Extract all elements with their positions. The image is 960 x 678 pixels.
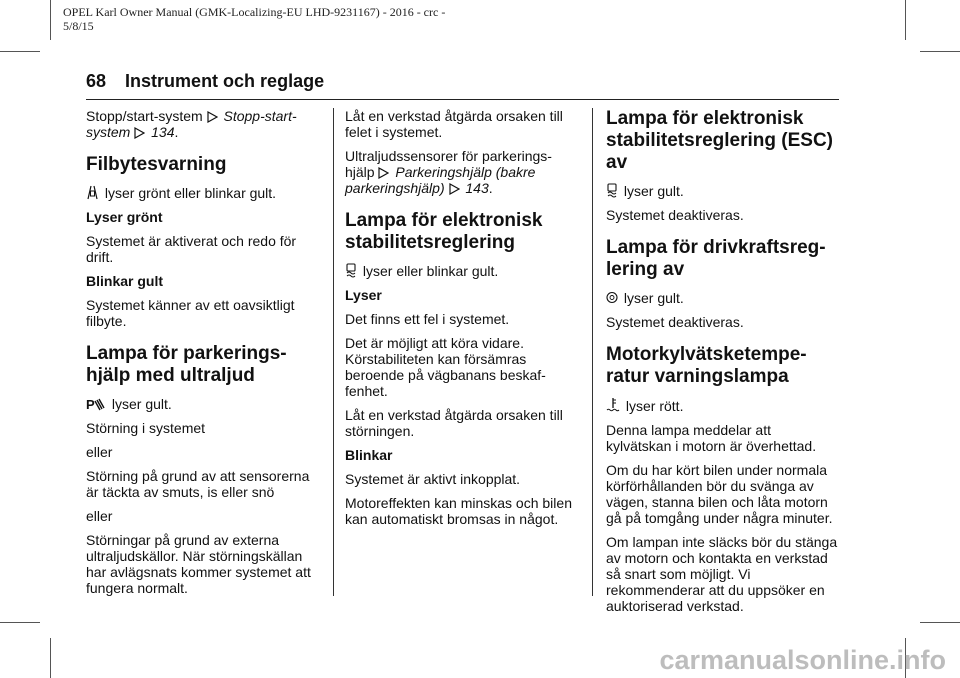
section-heading: Lampa för elektronisk stabilitetsreglering — [345, 210, 543, 253]
section-heading: Motorkylvätsketempe-ratur varningslampa — [606, 344, 807, 387]
column-2 — [345, 108, 579, 535]
section-heading: Lampa för parkerings-hjälp med ultraljud — [86, 343, 287, 386]
crop-mark — [905, 0, 906, 40]
paragraph — [86, 396, 324, 412]
text: lyser gult. — [111, 396, 172, 412]
paragraph: Systemet deaktiveras. — [606, 314, 744, 330]
paragraph: Systemet är aktiverat och redo för drift. — [86, 233, 297, 265]
column-divider — [333, 108, 334, 596]
section-heading: Filbytesvarning — [86, 154, 227, 175]
paragraph: Systemet känner av ett oavsiktligt filbyte. — [86, 297, 295, 329]
paragraph: Störningar på grund av externa ultraljudskällor. När störningskällan har avlägsnats kommer systemet att fungera normalt. — [86, 532, 311, 596]
lane-departure-icon — [86, 185, 99, 200]
subheading: Blinkar — [345, 447, 393, 463]
text: lyser gult. — [623, 183, 684, 199]
triangle-right-icon — [378, 167, 389, 179]
paragraph: Motoreffekten kan minskas och bilen kan automatiskt bromsas in något. — [345, 495, 572, 527]
page-number: 68 — [86, 71, 107, 91]
subheading: Lyser grönt — [86, 209, 163, 225]
paragraph: Stopp/start-system Stopp-start-system 134. — [86, 108, 297, 140]
section-heading: Lampa för elektronisk stabilitetsreglering (ESC) av — [606, 108, 833, 173]
crop-mark — [920, 51, 960, 52]
header-rule — [86, 99, 839, 100]
triangle-right-icon — [134, 127, 145, 139]
triangle-right-icon — [449, 183, 460, 195]
subheading: Blinkar gult — [86, 273, 164, 289]
crop-mark — [0, 51, 40, 52]
paragraph: eller — [86, 508, 113, 524]
paragraph: Låt en verkstad åtgärda orsaken till felet i systemet. — [345, 108, 563, 140]
triangle-right-icon — [207, 111, 218, 123]
crop-mark — [50, 638, 51, 678]
cross-reference-link[interactable]: Stopp-start-system — [86, 108, 297, 140]
crop-mark — [0, 622, 40, 623]
paragraph — [606, 290, 840, 306]
paragraph — [606, 183, 840, 199]
traction-control-off-icon — [606, 290, 618, 305]
svg-text:P: P — [86, 397, 95, 411]
column-3 — [606, 108, 840, 622]
paragraph: Det finns ett fel i systemet. — [345, 311, 510, 327]
watermark: carmanualsonline.info — [659, 645, 946, 675]
text: Ultraljudssensorer för parkerings-hjälp — [345, 148, 552, 180]
page-ref[interactable]: 134 — [151, 124, 175, 140]
paragraph — [606, 397, 840, 414]
print-info-line: 5/8/15 — [63, 19, 94, 33]
print-info-line: OPEL Karl Owner Manual (GMK-Localizing-EU LHD-9231167) - 2016 - crc - — [63, 5, 446, 19]
subheading: Lyser — [345, 287, 382, 303]
column-divider — [592, 108, 593, 596]
paragraph: Om lampan inte släcks bör du stänga av motorn och kontakta en verkstad så snart som möjligt. Vi rekommenderar att du uppsöker en auktoriserad verkstad. — [606, 534, 838, 614]
text: lyser rött. — [625, 398, 684, 414]
running-head — [86, 71, 324, 92]
paragraph: Det är möjligt att köra vidare. Körstabiliteten kan försämras beroende på vägbanans beskaf-fenhet. — [345, 335, 546, 399]
paragraph: Om du har kört bilen under normala körförhållanden bör du svänga av vägen, stanna bilen och låta motorn gå på tomgång under några minuter. — [606, 462, 833, 526]
page-ref[interactable]: 143 — [465, 180, 489, 196]
coolant-temperature-icon — [606, 397, 620, 413]
section-heading: Lampa för drivkraftsreg-lering av — [606, 237, 826, 280]
text: lyser eller blinkar gult. — [362, 263, 499, 279]
chapter-title: Instrument och reglage — [125, 71, 325, 91]
print-info — [63, 5, 445, 33]
parking-sensor-icon — [86, 397, 106, 411]
crop-mark — [50, 0, 51, 40]
cross-reference-link[interactable]: Parkeringshjälp (bakre parkeringshjälp) — [345, 164, 536, 196]
paragraph: Ultraljudssensorer för parkerings-hjälp Parkeringshjälp (bakre parkeringshjälp) 143. — [345, 148, 552, 196]
paragraph — [345, 263, 579, 279]
esc-off-icon — [606, 183, 618, 198]
crop-mark — [920, 622, 960, 623]
paragraph: Störning i systemet — [86, 420, 206, 436]
text: lyser grönt eller blinkar gult. — [104, 185, 277, 201]
column-1 — [86, 108, 324, 604]
text: lyser gult. — [623, 290, 684, 306]
paragraph: Systemet deaktiveras. — [606, 207, 744, 223]
paragraph: eller — [86, 444, 113, 460]
paragraph — [86, 185, 324, 201]
text: Stopp/start-system — [86, 108, 203, 124]
esc-skid-icon — [345, 263, 357, 278]
paragraph: Störning på grund av att sensorerna är täckta av smuts, is eller snö — [86, 468, 310, 500]
paragraph: Denna lampa meddelar att kylvätskan i motorn är överhettad. — [606, 422, 817, 454]
paragraph: Låt en verkstad åtgärda orsaken till störningen. — [345, 407, 563, 439]
paragraph: Systemet är aktivt inkopplat. — [345, 471, 521, 487]
